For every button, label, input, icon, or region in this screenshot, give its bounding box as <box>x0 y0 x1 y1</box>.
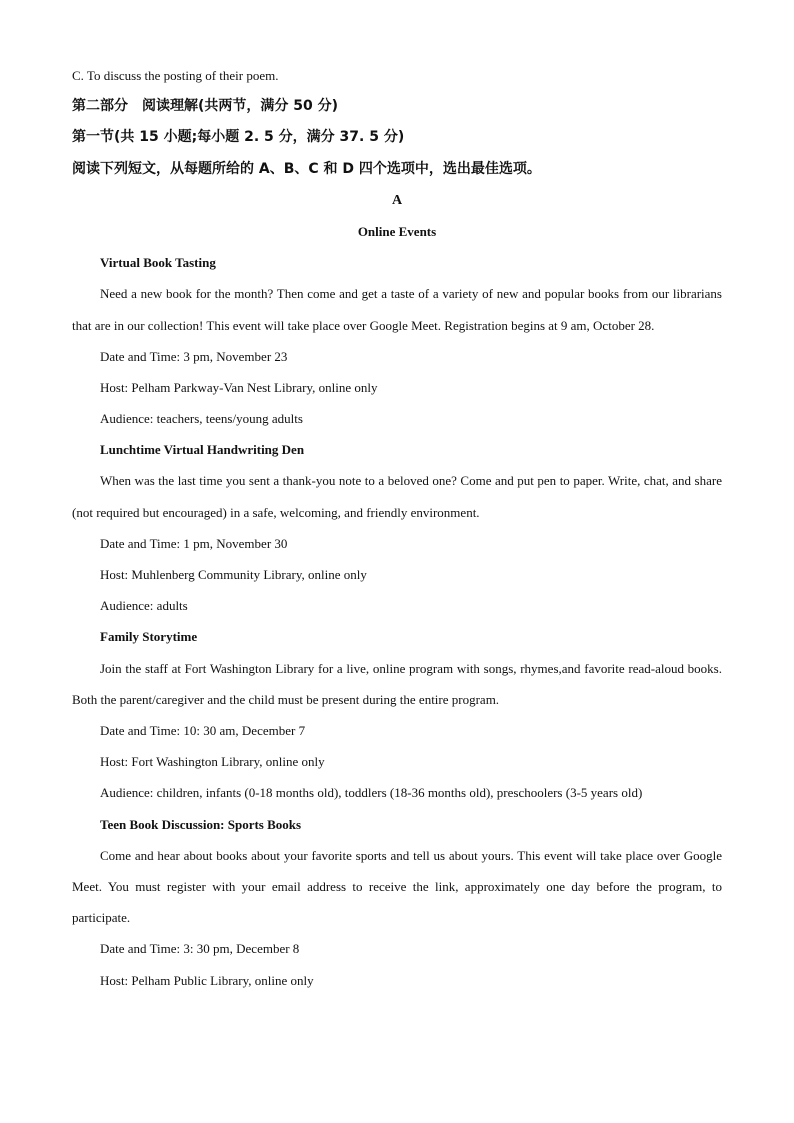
event-host: Host: Muhlenberg Community Library, online only <box>100 567 367 583</box>
event-date-time: Date and Time: 3: 30 pm, December 8 <box>100 941 300 957</box>
event-host: Host: Pelham Public Library, online only <box>100 972 314 988</box>
event-date-time: Date and Time: 1 pm, November 30 <box>100 535 288 551</box>
passage-title: Online Events <box>357 223 437 239</box>
event-audience: Audience: adults <box>100 598 188 614</box>
event-description: When was the last time you sent a thank-you note to a beloved one? Come and put pen to paper. Write, chat, and share (not required but encouraged) in a safe, welcoming, and friendly environment. <box>72 473 722 520</box>
part-heading: 第二部分 阅读理解(共两节，满分 50 分) <box>72 98 339 115</box>
event-title: Teen Book Discussion: Sports Books <box>100 816 302 832</box>
passage-letter: A <box>391 192 403 208</box>
event-host: Host: Fort Washington Library, online only <box>100 754 325 770</box>
event-date-time: Date and Time: 3 pm, November 23 <box>100 348 288 364</box>
event-title: Lunchtime Virtual Handwriting Den <box>100 442 305 458</box>
event-date-time: Date and Time: 10: 30 am, December 7 <box>100 723 306 739</box>
section-heading: 第一节(共 15 小题;每小题 2. 5 分，满分 37. 5 分) <box>72 129 405 146</box>
event-description: Need a new book for the month? Then come and get a taste of a variety of new and popular books from our librarians that are in our collection! This event will take place over Google Meet. Registration begins at 9 am, October 28. <box>72 286 722 333</box>
instruction: 阅读下列短文，从每题所给的 A、B、C 和 D 四个选项中，选出最佳选项。 <box>72 160 541 177</box>
event-description: Come and hear about books about your favorite sports and tell us about yours. This event will take place over Google Meet. You must register with your email address to receive the link, approximately one day before the program, to participate. <box>72 847 722 926</box>
event-audience: Audience: children, infants (0-18 months old), toddlers (18-36 months old), preschoolers (3-5 years old) <box>100 785 643 801</box>
event-audience: Audience: teachers, teens/young adults <box>100 411 303 427</box>
event-title: Family Storytime <box>100 629 198 645</box>
event-title: Virtual Book Tasting <box>100 255 216 271</box>
answer-option-c: C. To discuss the posting of their poem. <box>72 68 279 83</box>
exam-page <box>72 60 722 996</box>
event-host: Host: Pelham Parkway-Van Nest Library, online only <box>100 379 378 395</box>
event-description: Join the staff at Fort Washington Library for a live, online program with songs, rhymes,and favorite read-aloud books. Both the parent/caregiver and the child must be present during the entire program. <box>72 660 722 707</box>
